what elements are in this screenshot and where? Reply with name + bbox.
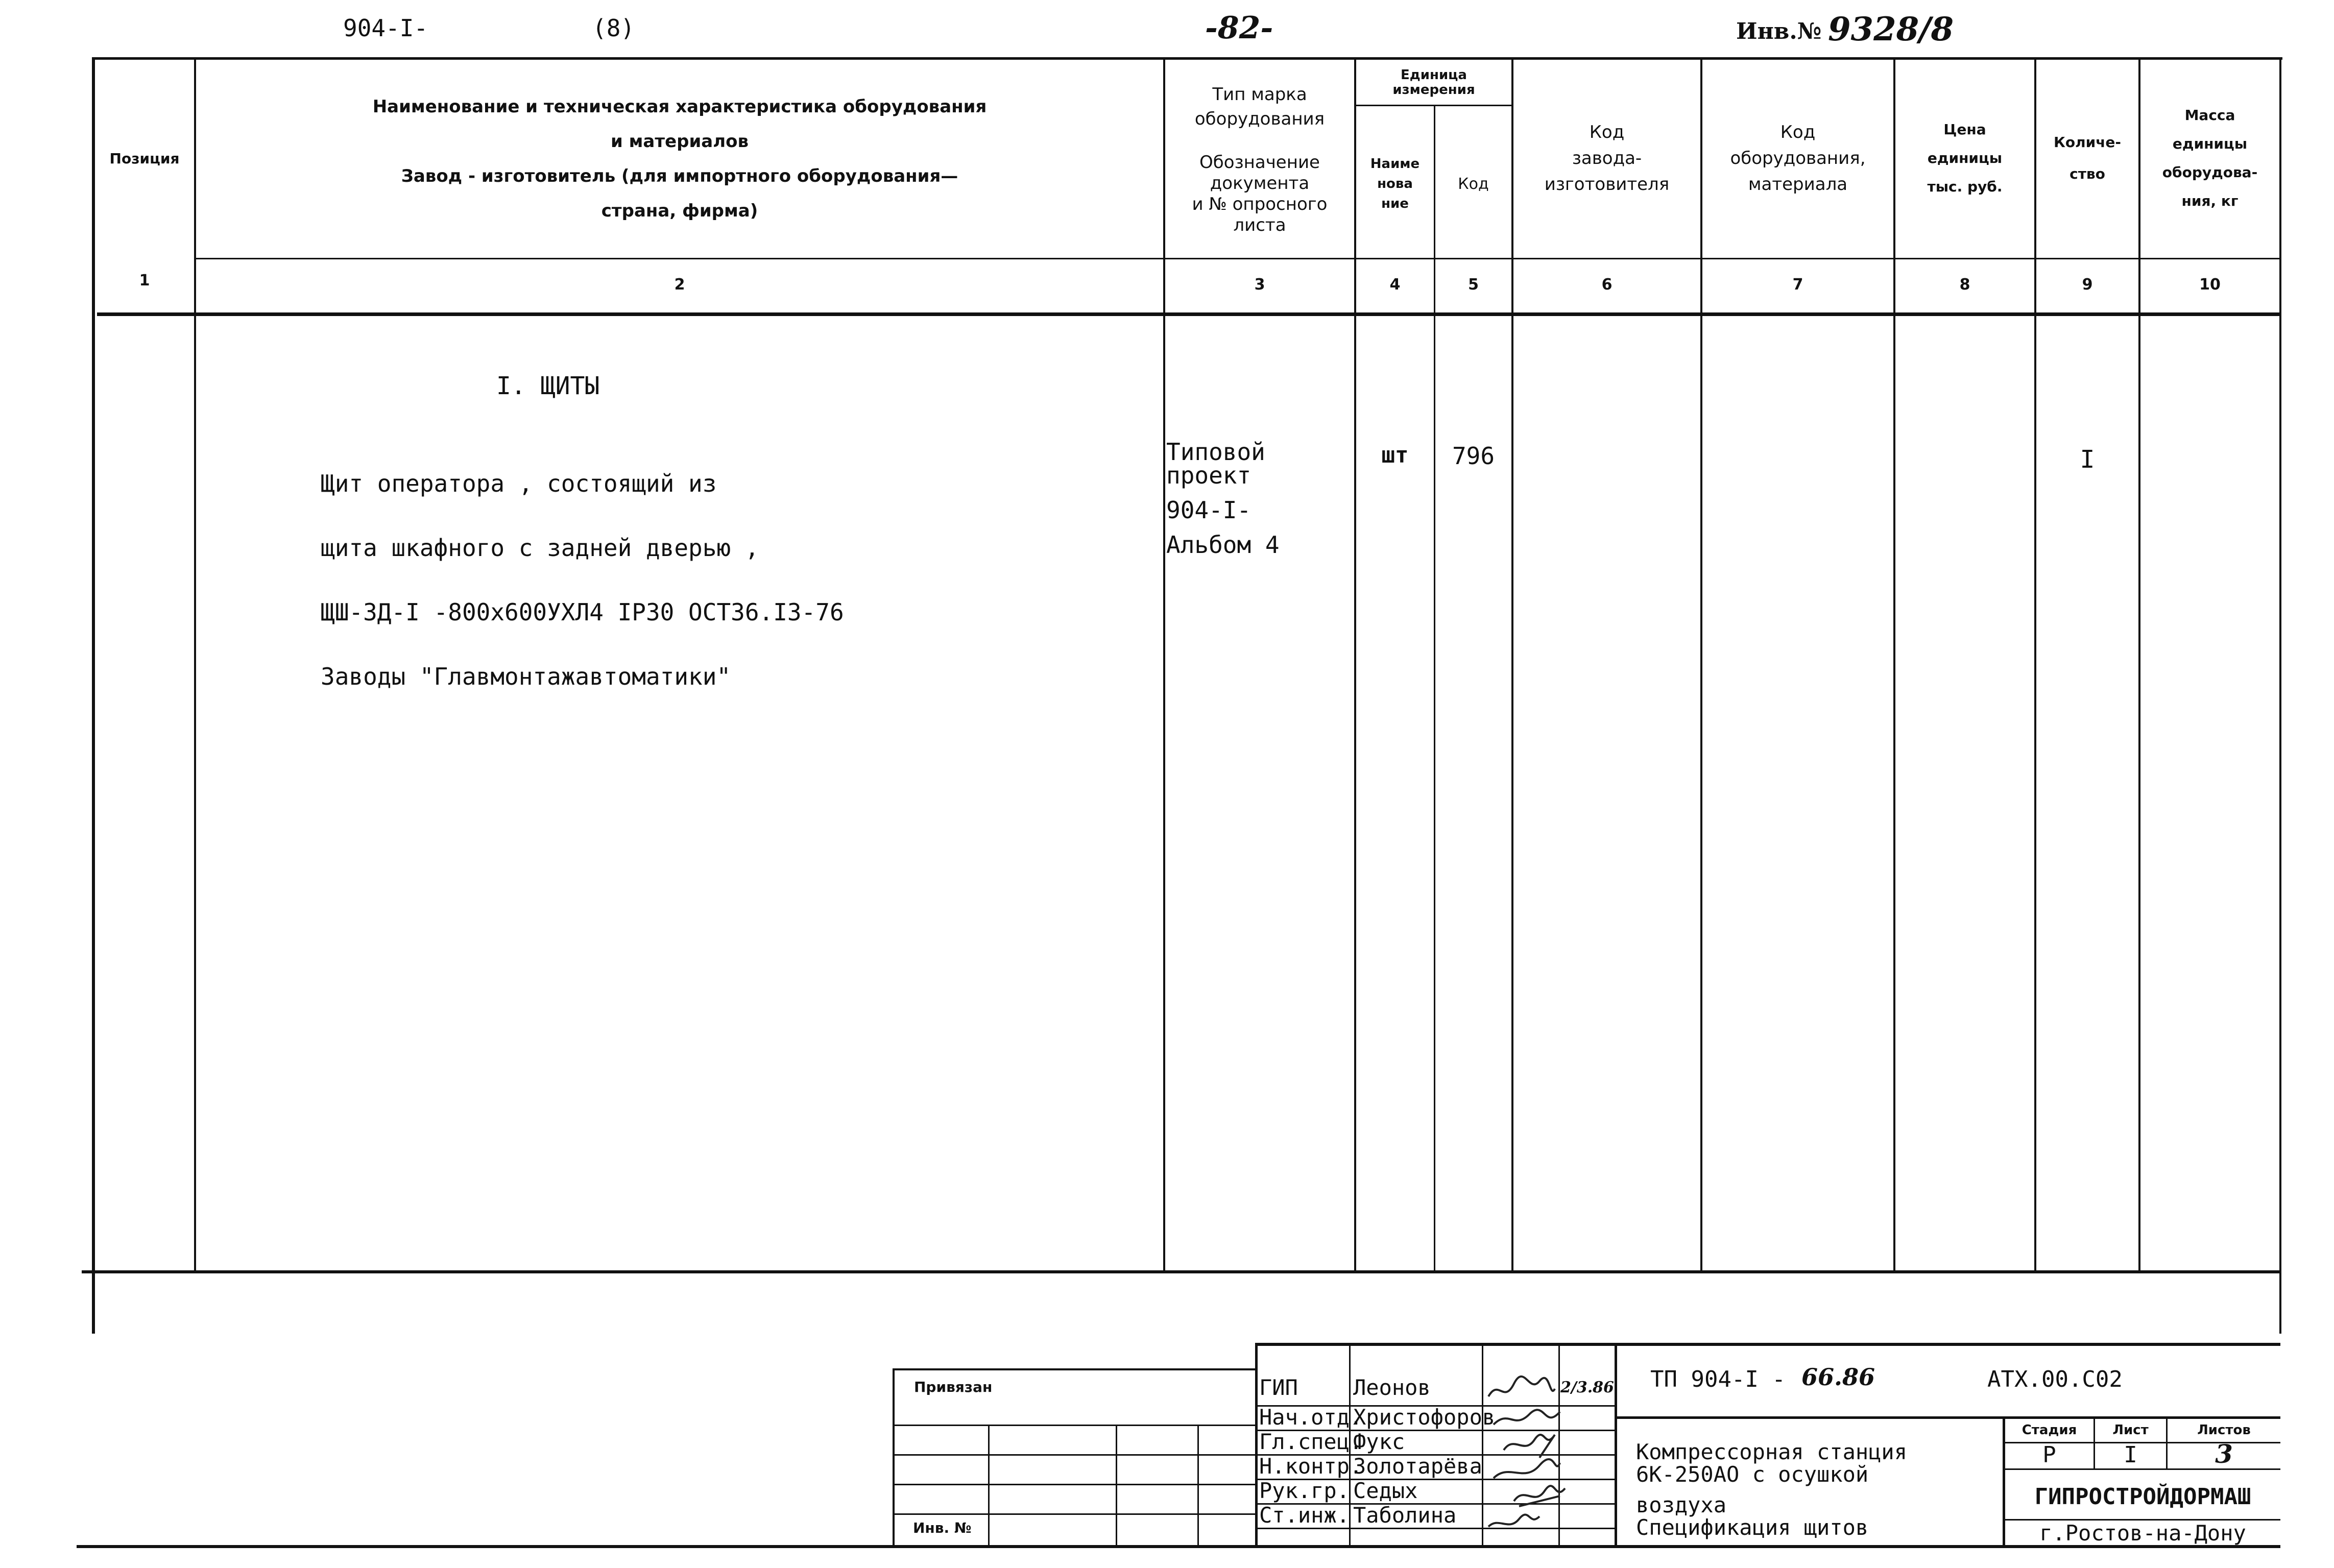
header-position: Позиция	[109, 150, 180, 167]
name-sedykh: Седых	[1353, 1478, 1418, 1503]
role-st-inzh: Ст.инж.	[1259, 1503, 1350, 1528]
section-title: I. ЩИТЫ	[496, 372, 600, 400]
project-code: ТП 904-I -	[1650, 1366, 1786, 1392]
row-unit-name: шт	[1381, 442, 1409, 468]
header-mass: Масса единицы оборудова- ния, кг	[2162, 107, 2258, 209]
description-line: Щит оператора , состоящий из	[321, 470, 717, 497]
header-factory-code: Код завода- изготовителя	[1544, 122, 1670, 195]
col-number-4: 4	[1389, 276, 1401, 294]
header-unit-group: Единица измерения	[1392, 67, 1475, 98]
sheets-label: Листов	[2197, 1422, 2251, 1438]
sheet-label: Лист	[2112, 1422, 2149, 1438]
header-unit-name: Наиме нова ние	[1370, 156, 1420, 211]
doc-ref-line: Типовой	[1166, 438, 1265, 466]
role-gl-spec: Гл.спец.	[1259, 1429, 1363, 1454]
col-number-5: 5	[1468, 276, 1479, 294]
col-number-2: 2	[674, 276, 685, 294]
title-line: Компрессорная станция	[1636, 1439, 1908, 1464]
header-name: Наименование и техническая характеристика оборудования и материалов Завод - изготовитель (для импортного оборудования— страна, фирма)	[372, 97, 987, 221]
project-code-hand: 66.86	[1801, 1363, 1875, 1391]
drawing-code: АТХ.00.С02	[1987, 1366, 2123, 1392]
organization-city: г.Ростов-на-Дону	[2039, 1521, 2246, 1546]
description-line: щита шкафного с задней дверью ,	[321, 534, 759, 562]
col-number-7: 7	[1792, 276, 1803, 294]
inv-no-label: Инв. №	[913, 1519, 972, 1536]
col-number-9: 9	[2082, 276, 2093, 294]
title-line: Спецификация щитов	[1636, 1515, 1869, 1540]
sheet-value: I	[2124, 1442, 2137, 1468]
row-description	[321, 430, 844, 709]
description-line: ЩШ-ЗД-I -800х600УХЛ4 IP30 ОСТ36.I3-76	[321, 598, 844, 626]
name-fuks: Фукс	[1353, 1429, 1405, 1454]
title-line: 6К-250АО с осушкой	[1636, 1462, 1869, 1487]
row-doc-ref	[1166, 440, 1280, 557]
header-price: Цена единицы тыс. руб.	[1927, 121, 2003, 195]
sheets-value: 3	[2215, 1439, 2233, 1469]
header-unit-code: Код	[1458, 175, 1489, 193]
stamp-roles	[1259, 1376, 1362, 1528]
signatures-scribble	[1483, 1373, 1616, 1542]
privyazan-label: Привязан	[914, 1379, 993, 1395]
doc-ref-line: проект	[1166, 462, 1252, 489]
header-equipment-code: Код оборудования, материала	[1730, 122, 1866, 195]
doc-ref-line: 904-I-	[1166, 496, 1252, 524]
stage-label: Стадия	[2022, 1422, 2077, 1438]
sheet-paren: (8)	[592, 14, 635, 42]
header-type: Тип марка оборудования	[1194, 84, 1325, 129]
inv-label: Инв.№	[1736, 18, 1822, 44]
organization-name: ГИПРОСТРОЙДОРМАШ	[2034, 1484, 2251, 1510]
name-zolotareva: Золотарёва	[1353, 1454, 1482, 1479]
row-unit-code: 796	[1452, 442, 1495, 470]
role-nach-otd: Нач.отд.	[1259, 1405, 1363, 1430]
col-number-6: 6	[1601, 276, 1613, 294]
stage-value: Р	[2042, 1442, 2056, 1468]
description-line: Заводы "Главмонтажавтоматики"	[321, 663, 731, 690]
header-quantity: Количе- ство	[2053, 134, 2122, 182]
col-number-3: 3	[1254, 276, 1265, 294]
row-quantity: I	[2080, 445, 2095, 474]
role-n-kontr: Н.контр.	[1259, 1454, 1363, 1479]
role-ruk-gr: Рук.гр.	[1259, 1478, 1350, 1503]
name-khristoforov: Христофоров	[1353, 1405, 1496, 1430]
header-doc: Обозначение документа и № опросного листа	[1192, 152, 1328, 235]
doc-ref-line: Альбом 4	[1166, 531, 1280, 559]
name-tabolina: Таболина	[1353, 1503, 1457, 1528]
role-gip: ГИП	[1259, 1375, 1298, 1400]
stamp-names	[1353, 1376, 1495, 1528]
doc-code: 904-I-	[343, 14, 428, 42]
col-number-1: 1	[139, 272, 150, 290]
col-number-8: 8	[1959, 276, 1970, 294]
title-line: воздуха	[1636, 1492, 1727, 1517]
col-number-10: 10	[2199, 276, 2221, 294]
sign-date: 2/3.86	[1560, 1379, 1614, 1396]
document-title	[1636, 1441, 1907, 1539]
name-leonov: Леонов	[1353, 1375, 1431, 1400]
page-number: -82-	[1205, 10, 1273, 46]
inv-number: 9328/8	[1828, 10, 1954, 49]
